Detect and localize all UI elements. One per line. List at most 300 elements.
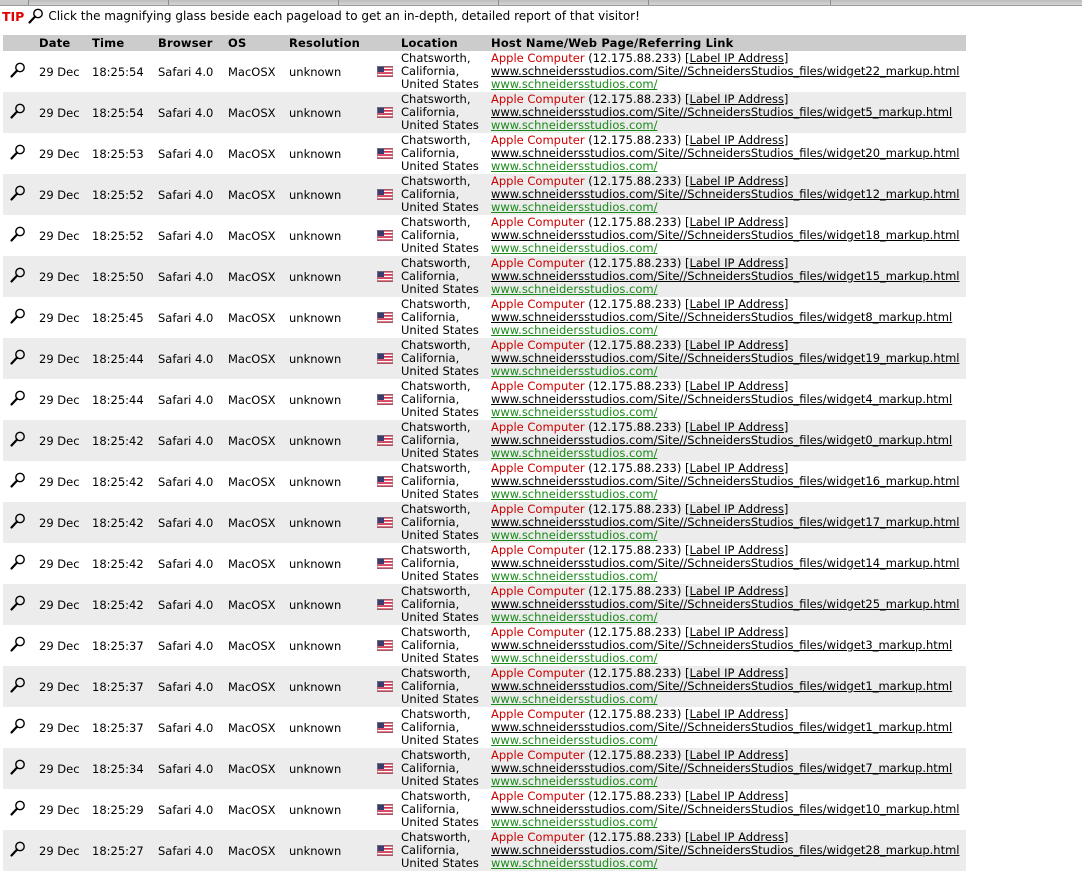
table-row — [3, 215, 966, 256]
row-magnifier-cell — [3, 338, 35, 379]
visited-page-link[interactable]: www.schneidersstudios.com/Site//SchneidersStudios_files/widget5_markup.html — [491, 105, 953, 119]
referring-link[interactable]: www.schneidersstudios.com/ — [491, 692, 658, 706]
label-ip-address-link[interactable]: [Label IP Address] — [684, 215, 789, 229]
referring-link[interactable]: www.schneidersstudios.com/ — [491, 159, 658, 173]
row-time: 18:25:52 — [88, 174, 154, 215]
row-resolution: unknown — [289, 802, 342, 817]
host-organization: Apple Computer — [491, 215, 585, 229]
row-browser: Safari 4.0 — [154, 666, 224, 707]
row-flag-cell — [368, 543, 397, 584]
row-location — [397, 502, 487, 543]
row-host — [487, 543, 966, 584]
row-browser: Safari 4.0 — [154, 338, 224, 379]
row-browser: Safari 4.0 — [154, 174, 224, 215]
table-header-row — [3, 35, 966, 51]
label-ip-address-link[interactable]: [Label IP Address] — [684, 543, 789, 557]
visited-page-link[interactable]: www.schneidersstudios.com/Site//SchneidersStudios_files/widget25_markup.html — [491, 597, 960, 611]
label-ip-address-link[interactable]: [Label IP Address] — [684, 502, 789, 516]
row-browser: Safari 4.0 — [158, 310, 214, 325]
row-flag-cell — [368, 789, 397, 830]
row-flag-cell — [368, 584, 397, 625]
host-organization: Apple Computer — [491, 707, 585, 721]
magnifier-icon[interactable] — [9, 758, 27, 776]
label-ip-address-link[interactable]: [Label IP Address] — [684, 625, 789, 639]
location-city: Chatsworth, — [401, 461, 471, 475]
row-browser: Safari 4.0 — [154, 256, 224, 297]
location-city: Chatsworth, — [401, 584, 471, 598]
row-os: MacOSX — [228, 310, 276, 325]
location-country: United States — [401, 200, 479, 214]
host-organization: Apple Computer — [491, 379, 585, 393]
us-flag-icon — [377, 517, 397, 528]
referring-link[interactable]: www.schneidersstudios.com/ — [491, 856, 658, 870]
browser-tab[interactable] — [168, 0, 339, 5]
location-region: California, — [401, 597, 460, 611]
row-browser: Safari 4.0 — [154, 420, 224, 461]
row-location — [397, 830, 487, 871]
visited-page-link[interactable]: www.schneidersstudios.com/Site//SchneidersStudios_files/widget0_markup.html — [491, 433, 953, 447]
location-region: California, — [401, 433, 460, 447]
browser-tab[interactable] — [498, 0, 649, 5]
label-ip-address-link[interactable]: [Label IP Address] — [684, 133, 789, 147]
row-host — [487, 789, 966, 830]
location-region: California, — [401, 720, 460, 734]
row-flag-cell — [368, 420, 397, 461]
location-city: Chatsworth, — [401, 92, 471, 106]
magnifier-icon[interactable] — [9, 184, 27, 202]
row-time: 18:25:52 — [92, 228, 144, 243]
host-organization: Apple Computer — [491, 297, 585, 311]
row-time: 18:25:37 — [88, 666, 154, 707]
row-resolution: unknown — [285, 256, 368, 297]
us-flag-icon — [377, 107, 397, 118]
row-date: 29 Dec — [39, 474, 80, 489]
host-ip: (12.175.88.233) — [588, 256, 682, 270]
host-organization: Apple Computer — [491, 830, 585, 844]
row-location — [397, 256, 487, 297]
row-flag-cell — [368, 830, 397, 871]
location-country: United States — [401, 815, 479, 829]
row-browser: Safari 4.0 — [158, 802, 214, 817]
visited-page-link[interactable]: www.schneidersstudios.com/Site//SchneidersStudios_files/widget12_markup.html — [491, 187, 960, 201]
row-time: 18:25:44 — [92, 392, 144, 407]
table-row — [3, 502, 966, 543]
magnifier-icon[interactable] — [9, 61, 27, 79]
row-browser: Safari 4.0 — [158, 228, 214, 243]
location-country: United States — [401, 733, 479, 747]
label-ip-address-link[interactable]: [Label IP Address] — [684, 584, 789, 598]
row-os: MacOSX — [228, 228, 276, 243]
host-organization: Apple Computer — [491, 420, 585, 434]
row-location — [397, 461, 487, 502]
magnifier-icon[interactable] — [9, 266, 27, 284]
magnifier-icon — [27, 7, 45, 25]
location-region: California, — [401, 228, 460, 242]
location-city: Chatsworth, — [401, 789, 471, 803]
magnifier-icon[interactable] — [9, 471, 27, 489]
column-header-host: Host Name/Web Page/Referring Link — [487, 35, 966, 51]
visited-page-link[interactable]: www.schneidersstudios.com/Site//SchneidersStudios_files/widget18_markup.html — [491, 228, 960, 242]
label-ip-address-link[interactable]: [Label IP Address] — [684, 92, 789, 106]
row-host — [487, 338, 966, 379]
row-flag-cell — [368, 502, 397, 543]
referring-link[interactable]: www.schneidersstudios.com/ — [491, 323, 658, 337]
us-flag-icon — [377, 804, 397, 815]
label-ip-address-link[interactable]: [Label IP Address] — [684, 707, 789, 721]
row-browser: Safari 4.0 — [154, 830, 224, 871]
row-date: 29 Dec — [35, 830, 88, 871]
magnifier-icon[interactable] — [9, 102, 27, 120]
location-region: California, — [401, 269, 460, 283]
row-browser: Safari 4.0 — [158, 474, 214, 489]
row-host — [487, 256, 966, 297]
visited-page-link[interactable]: www.schneidersstudios.com/Site//SchneidersStudios_files/widget4_markup.html — [491, 392, 953, 406]
row-location — [397, 215, 487, 256]
host-organization: Apple Computer — [491, 625, 585, 639]
row-resolution: unknown — [285, 748, 368, 789]
magnifier-icon[interactable] — [9, 430, 27, 448]
row-location — [397, 51, 487, 92]
label-ip-address-link[interactable]: [Label IP Address] — [684, 338, 789, 352]
row-date: 29 Dec — [39, 720, 80, 735]
browser-tab[interactable] — [830, 0, 1082, 5]
row-host — [487, 174, 966, 215]
row-location — [397, 789, 487, 830]
row-location — [397, 707, 487, 748]
row-magnifier-cell — [3, 789, 35, 830]
row-host — [487, 92, 966, 133]
visited-page-link[interactable]: www.schneidersstudios.com/Site//SchneidersStudios_files/widget17_markup.html — [491, 515, 960, 529]
location-city: Chatsworth, — [401, 830, 471, 844]
row-magnifier-cell — [3, 543, 35, 584]
tip-text: Click the magnifying glass beside each pageload to get an in-depth, detailed report of that visitor! — [48, 9, 640, 23]
host-organization: Apple Computer — [491, 92, 585, 106]
us-flag-icon — [377, 189, 397, 200]
referring-link[interactable]: www.schneidersstudios.com/ — [491, 200, 658, 214]
us-flag-icon — [377, 845, 397, 856]
tip-label: TIP — [2, 8, 25, 24]
visited-page-link[interactable]: www.schneidersstudios.com/Site//SchneidersStudios_files/widget3_markup.html — [491, 638, 953, 652]
row-host — [487, 666, 966, 707]
tip-banner — [2, 7, 640, 25]
row-magnifier-cell — [3, 256, 35, 297]
visited-page-link[interactable]: www.schneidersstudios.com/Site//SchneidersStudios_files/widget19_markup.html — [491, 351, 960, 365]
row-flag-cell — [368, 51, 397, 92]
host-organization: Apple Computer — [491, 502, 585, 516]
label-ip-address-link[interactable]: [Label IP Address] — [684, 748, 789, 762]
host-ip: (12.175.88.233) — [588, 543, 682, 557]
referring-link[interactable]: www.schneidersstudios.com/ — [491, 118, 658, 132]
referring-link[interactable]: www.schneidersstudios.com/ — [491, 815, 658, 829]
visited-page-link[interactable]: www.schneidersstudios.com/Site//SchneidersStudios_files/widget20_markup.html — [491, 146, 960, 160]
row-resolution: unknown — [289, 720, 342, 735]
location-region: California, — [401, 146, 460, 160]
location-region: California, — [401, 310, 460, 324]
magnifier-icon[interactable] — [9, 307, 27, 325]
referring-link[interactable]: www.schneidersstudios.com/ — [491, 241, 658, 255]
location-city: Chatsworth, — [401, 338, 471, 352]
row-os: MacOSX — [228, 64, 276, 79]
table-row — [3, 830, 966, 871]
row-flag-cell — [368, 174, 397, 215]
location-region: California, — [401, 843, 460, 857]
host-ip: (12.175.88.233) — [588, 215, 682, 229]
row-magnifier-cell — [3, 502, 35, 543]
location-country: United States — [401, 77, 479, 91]
magnifier-icon[interactable] — [9, 143, 27, 161]
row-host — [487, 215, 966, 256]
label-ip-address-link[interactable]: [Label IP Address] — [684, 830, 789, 844]
us-flag-icon — [377, 394, 397, 405]
location-country: United States — [401, 446, 479, 460]
location-region: California, — [401, 64, 460, 78]
referring-link[interactable]: www.schneidersstudios.com/ — [491, 610, 658, 624]
row-magnifier-cell — [3, 666, 35, 707]
location-city: Chatsworth, — [401, 51, 471, 65]
location-region: California, — [401, 474, 460, 488]
row-browser: Safari 4.0 — [154, 584, 224, 625]
row-time: 18:25:50 — [88, 256, 154, 297]
row-time: 18:25:44 — [88, 338, 154, 379]
host-ip: (12.175.88.233) — [588, 830, 682, 844]
row-date: 29 Dec — [39, 556, 80, 571]
row-location — [397, 666, 487, 707]
us-flag-icon — [377, 435, 397, 446]
host-ip: (12.175.88.233) — [588, 707, 682, 721]
row-host — [487, 830, 966, 871]
location-country: United States — [401, 692, 479, 706]
referring-link[interactable]: www.schneidersstudios.com/ — [491, 77, 658, 91]
row-date: 29 Dec — [39, 802, 80, 817]
row-browser: Safari 4.0 — [154, 502, 224, 543]
row-host — [487, 133, 966, 174]
referring-link[interactable]: www.schneidersstudios.com/ — [491, 405, 658, 419]
location-country: United States — [401, 774, 479, 788]
visited-page-link[interactable]: www.schneidersstudios.com/Site//SchneidersStudios_files/widget14_markup.html — [491, 556, 960, 570]
magnifier-icon[interactable] — [9, 840, 27, 858]
browser-tab[interactable] — [648, 0, 831, 5]
host-ip: (12.175.88.233) — [588, 666, 682, 680]
location-country: United States — [401, 569, 479, 583]
row-time: 18:25:53 — [92, 146, 144, 161]
browser-tab[interactable] — [28, 0, 169, 5]
visited-page-link[interactable]: www.schneidersstudios.com/Site//SchneidersStudios_files/widget1_markup.html — [491, 720, 953, 734]
visited-page-link[interactable]: www.schneidersstudios.com/Site//SchneidersStudios_files/widget22_markup.html — [491, 64, 960, 78]
label-ip-address-link[interactable]: [Label IP Address] — [684, 789, 789, 803]
table-row — [3, 420, 966, 461]
row-time: 18:25:54 — [88, 92, 154, 133]
magnifier-icon[interactable] — [9, 225, 27, 243]
row-location — [397, 625, 487, 666]
location-region: California, — [401, 638, 460, 652]
location-region: California, — [401, 392, 460, 406]
row-browser: Safari 4.0 — [158, 392, 214, 407]
row-os: MacOSX — [224, 748, 285, 789]
location-country: United States — [401, 856, 479, 870]
column-header-flag — [368, 35, 397, 51]
location-city: Chatsworth, — [401, 666, 471, 680]
magnifier-icon[interactable] — [9, 389, 27, 407]
row-os: MacOSX — [228, 474, 276, 489]
host-organization: Apple Computer — [491, 584, 585, 598]
row-location — [397, 748, 487, 789]
host-ip: (12.175.88.233) — [588, 338, 682, 352]
column-header-date: Date — [35, 35, 88, 51]
table-row — [3, 256, 966, 297]
referring-link[interactable]: www.schneidersstudios.com/ — [491, 774, 658, 788]
row-resolution: unknown — [289, 392, 342, 407]
magnifier-icon[interactable] — [9, 717, 27, 735]
magnifier-icon[interactable] — [9, 799, 27, 817]
row-flag-cell — [368, 707, 397, 748]
table-row — [3, 297, 966, 338]
row-resolution: unknown — [289, 310, 342, 325]
location-region: California, — [401, 515, 460, 529]
label-ip-address-link[interactable]: [Label IP Address] — [684, 256, 789, 270]
table-row — [3, 379, 966, 420]
row-resolution: unknown — [285, 338, 368, 379]
location-country: United States — [401, 364, 479, 378]
browser-tab[interactable] — [338, 0, 499, 5]
referring-link[interactable]: www.schneidersstudios.com/ — [491, 364, 658, 378]
referring-link[interactable]: www.schneidersstudios.com/ — [491, 528, 658, 542]
referring-link[interactable]: www.schneidersstudios.com/ — [491, 282, 658, 296]
visited-page-link[interactable]: www.schneidersstudios.com/Site//SchneidersStudios_files/widget10_markup.html — [491, 802, 960, 816]
visited-page-link[interactable]: www.schneidersstudios.com/Site//SchneidersStudios_files/widget28_markup.html — [491, 843, 960, 857]
location-country: United States — [401, 159, 479, 173]
table-row — [3, 51, 966, 92]
row-resolution: unknown — [285, 584, 368, 625]
referring-link[interactable]: www.schneidersstudios.com/ — [491, 487, 658, 501]
host-organization: Apple Computer — [491, 789, 585, 803]
visited-page-link[interactable]: www.schneidersstudios.com/Site//SchneidersStudios_files/widget16_markup.html — [491, 474, 960, 488]
table-row — [3, 133, 966, 174]
us-flag-icon — [377, 312, 397, 323]
row-resolution: unknown — [289, 64, 342, 79]
host-ip: (12.175.88.233) — [588, 174, 682, 188]
column-header-time: Time — [88, 35, 154, 51]
location-region: California, — [401, 802, 460, 816]
us-flag-icon — [377, 599, 397, 610]
referring-link[interactable]: www.schneidersstudios.com/ — [491, 651, 658, 665]
row-os: MacOSX — [228, 556, 276, 571]
row-browser: Safari 4.0 — [154, 748, 224, 789]
row-host — [487, 51, 966, 92]
referring-link[interactable]: www.schneidersstudios.com/ — [491, 446, 658, 460]
magnifier-icon[interactable] — [9, 512, 27, 530]
label-ip-address-link[interactable]: [Label IP Address] — [684, 666, 789, 680]
row-os: MacOSX — [228, 146, 276, 161]
row-flag-cell — [368, 92, 397, 133]
row-time: 18:25:42 — [92, 474, 144, 489]
row-location — [397, 297, 487, 338]
row-date: 29 Dec — [35, 584, 88, 625]
location-region: California, — [401, 105, 460, 119]
column-header-resolution: Resolution — [285, 35, 368, 51]
referring-link[interactable]: www.schneidersstudios.com/ — [491, 569, 658, 583]
row-magnifier-cell — [3, 51, 35, 92]
row-magnifier-cell — [3, 174, 35, 215]
table-row — [3, 543, 966, 584]
row-flag-cell — [368, 215, 397, 256]
host-ip: (12.175.88.233) — [588, 461, 682, 475]
row-os: MacOSX — [224, 830, 285, 871]
us-flag-icon — [377, 148, 397, 159]
row-date: 29 Dec — [35, 256, 88, 297]
location-region: California, — [401, 679, 460, 693]
row-os: MacOSX — [224, 174, 285, 215]
row-os: MacOSX — [224, 92, 285, 133]
visited-page-link[interactable]: www.schneidersstudios.com/Site//SchneidersStudios_files/widget8_markup.html — [491, 310, 953, 324]
visited-page-link[interactable]: www.schneidersstudios.com/Site//SchneidersStudios_files/widget7_markup.html — [491, 761, 953, 775]
location-city: Chatsworth, — [401, 379, 471, 393]
location-city: Chatsworth, — [401, 256, 471, 270]
table-row — [3, 174, 966, 215]
location-region: California, — [401, 187, 460, 201]
location-country: United States — [401, 118, 479, 132]
row-flag-cell — [368, 256, 397, 297]
table-row — [3, 748, 966, 789]
visited-page-link[interactable]: www.schneidersstudios.com/Site//SchneidersStudios_files/widget1_markup.html — [491, 679, 953, 693]
row-magnifier-cell — [3, 707, 35, 748]
row-os: MacOSX — [228, 638, 276, 653]
magnifier-icon[interactable] — [9, 676, 27, 694]
row-time: 18:25:42 — [92, 556, 144, 571]
column-header-location: Location — [397, 35, 487, 51]
magnifier-icon[interactable] — [9, 635, 27, 653]
location-region: California, — [401, 351, 460, 365]
location-country: United States — [401, 528, 479, 542]
magnifier-icon[interactable] — [9, 348, 27, 366]
label-ip-address-link[interactable]: [Label IP Address] — [684, 461, 789, 475]
visited-page-link[interactable]: www.schneidersstudios.com/Site//SchneidersStudios_files/widget15_markup.html — [491, 269, 960, 283]
magnifier-icon[interactable] — [9, 553, 27, 571]
row-magnifier-cell — [3, 461, 35, 502]
row-browser: Safari 4.0 — [154, 92, 224, 133]
host-ip: (12.175.88.233) — [588, 748, 682, 762]
label-ip-address-link[interactable]: [Label IP Address] — [684, 297, 789, 311]
magnifier-icon[interactable] — [9, 594, 27, 612]
label-ip-address-link[interactable]: [Label IP Address] — [684, 174, 789, 188]
table-body — [3, 51, 966, 871]
location-city: Chatsworth, — [401, 707, 471, 721]
location-country: United States — [401, 651, 479, 665]
label-ip-address-link[interactable]: [Label IP Address] — [684, 420, 789, 434]
location-city: Chatsworth, — [401, 543, 471, 557]
table-row — [3, 666, 966, 707]
location-country: United States — [401, 323, 479, 337]
row-resolution: unknown — [289, 556, 342, 571]
row-location — [397, 420, 487, 461]
row-location — [397, 379, 487, 420]
row-os: MacOSX — [224, 256, 285, 297]
row-date: 29 Dec — [35, 420, 88, 461]
row-time: 18:25:42 — [88, 584, 154, 625]
table-row — [3, 625, 966, 666]
row-resolution: unknown — [285, 420, 368, 461]
row-time: 18:25:37 — [92, 720, 144, 735]
us-flag-icon — [377, 271, 397, 282]
label-ip-address-link[interactable]: [Label IP Address] — [684, 379, 789, 393]
referring-link[interactable]: www.schneidersstudios.com/ — [491, 733, 658, 747]
label-ip-address-link[interactable]: [Label IP Address] — [684, 51, 789, 65]
row-flag-cell — [368, 748, 397, 789]
us-flag-icon — [377, 476, 397, 487]
location-country: United States — [401, 241, 479, 255]
row-magnifier-cell — [3, 830, 35, 871]
row-magnifier-cell — [3, 748, 35, 789]
table-row — [3, 461, 966, 502]
